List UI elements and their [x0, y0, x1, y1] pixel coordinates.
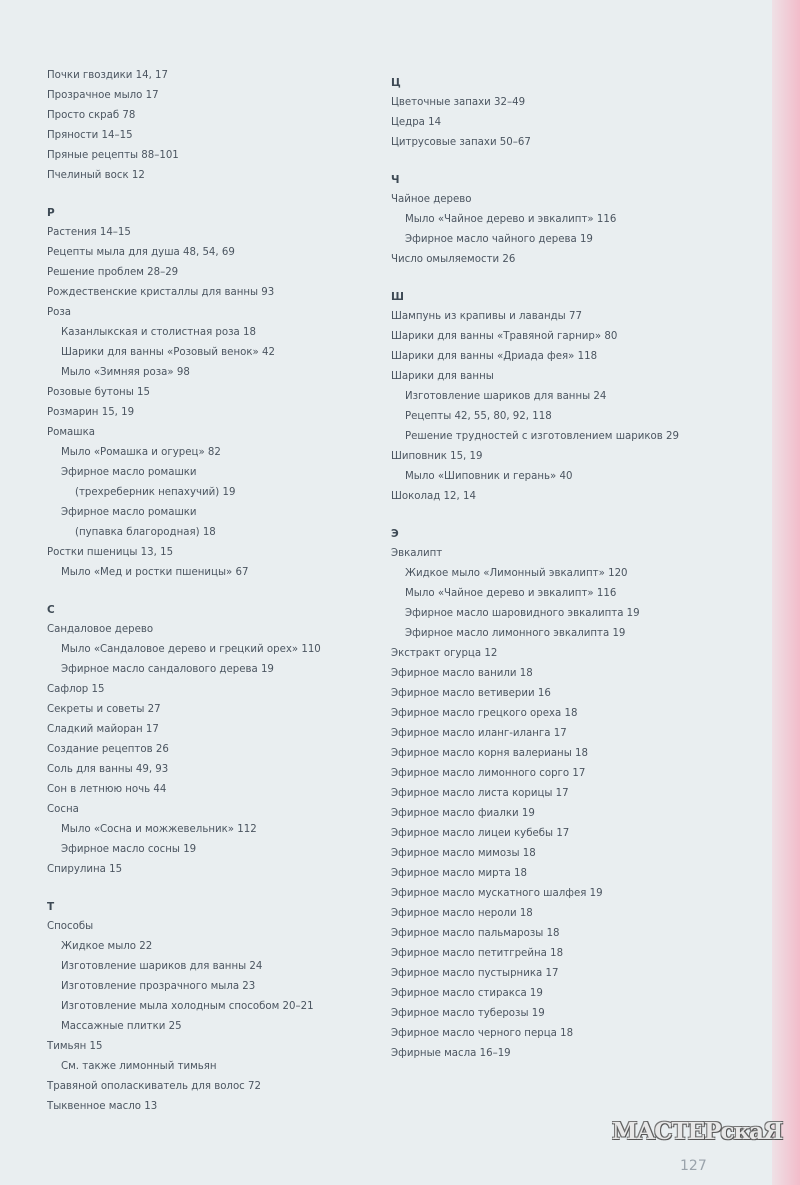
index-entry: Почки гвоздики 14, 17 [47, 70, 169, 81]
index-entry: Эфирное масло листа корицы 17 [391, 788, 569, 799]
index-entry: Сафлор 15 [47, 684, 105, 695]
index-subentry: Мыло «Мед и ростки пшеницы» 67 [61, 567, 249, 578]
index-subentry: Казанлыкская и столистная роза 18 [61, 327, 256, 338]
index-entry: Эфирное масло грецкого ореха 18 [391, 708, 578, 719]
section-gap [391, 270, 751, 280]
index-entry: Шампунь из крапивы и лаванды 77 [391, 311, 582, 322]
index-subentry: Эфирное масло сосны 19 [61, 844, 197, 855]
index-entry: Пряности 14–15 [47, 130, 133, 141]
index-letter-heading: С [47, 604, 55, 616]
index-entry: Розовые бутоны 15 [47, 387, 150, 398]
index-subentry: Изготовление прозрачного мыла 23 [61, 981, 256, 992]
index-subentry: Изготовление шариков для ванны 24 [405, 391, 607, 402]
index-entry: Эфирное масло корня валерианы 18 [391, 748, 588, 759]
index-entry: Пчелиный воск 12 [47, 170, 145, 181]
page-number: 127 [680, 1158, 707, 1174]
page-edge [772, 0, 800, 1185]
index-subentry: Мыло «Ромашка и огурец» 82 [61, 447, 221, 458]
index-subentry: Мыло «Зимняя роза» 98 [61, 367, 190, 378]
index-subentry: Мыло «Сандаловое дерево и грецкий орех» 110 [61, 644, 321, 655]
index-entry: Роза [47, 307, 72, 318]
index-subentry: Мыло «Сосна и можжевельник» 112 [61, 824, 257, 835]
section-gap [47, 186, 377, 196]
index-entry: Эфирное масло пальмарозы 18 [391, 928, 560, 939]
index-entry: Тыквенное масло 13 [47, 1101, 158, 1112]
index-entry: Эфирное масло лимонного сорго 17 [391, 768, 586, 779]
index-subentry: См. также лимонный тимьян [61, 1061, 217, 1072]
index-entry: Эфирное масло стиракса 19 [391, 988, 543, 999]
index-letter-heading: Ч [391, 174, 400, 186]
index-subentry: Эфирное масло сандалового дерева 19 [61, 664, 274, 675]
index-entry: Рождественские кристаллы для ванны 93 [47, 287, 275, 298]
index-entry: Цитрусовые запахи 50–67 [391, 137, 531, 148]
index-column-left [47, 66, 377, 1117]
index-subentry: Массажные плитки 25 [61, 1021, 182, 1032]
index-entry: Эфирное масло мирта 18 [391, 868, 527, 879]
index-entry: Растения 14–15 [47, 227, 131, 238]
index-subentry: (трехреберник непахучий) 19 [75, 487, 236, 498]
index-entry: Эфирное масло пустырника 17 [391, 968, 559, 979]
index-entry: Тимьян 15 [47, 1041, 103, 1052]
index-subentry: Жидкое мыло 22 [61, 941, 153, 952]
index-entry: Секреты и советы 27 [47, 704, 161, 715]
index-letter-heading: Ш [391, 291, 404, 303]
index-entry: Эфирное масло ветиверии 16 [391, 688, 551, 699]
index-entry: Эфирное масло лицеи кубебы 17 [391, 828, 570, 839]
index-subentry: (пупавка благородная) 18 [75, 527, 216, 538]
index-entry: Эфирные масла 16–19 [391, 1048, 511, 1059]
index-subentry: Мыло «Шиповник и герань» 40 [405, 471, 573, 482]
index-entry: Сосна [47, 804, 79, 815]
index-subentry: Решение трудностей с изготовлением шариков 29 [405, 431, 679, 442]
index-entry: Чайное дерево [391, 194, 472, 205]
index-subentry: Изготовление шариков для ванны 24 [61, 961, 263, 972]
index-entry: Розмарин 15, 19 [47, 407, 135, 418]
index-entry: Пряные рецепты 88–101 [47, 150, 179, 161]
index-entry: Способы [47, 921, 94, 932]
index-entry: Шиповник 15, 19 [391, 451, 483, 462]
index-subentry: Мыло «Чайное дерево и эвкалипт» 116 [405, 588, 617, 599]
index-entry: Прозрачное мыло 17 [47, 90, 159, 101]
index-letter-heading: Ц [391, 77, 401, 89]
index-subentry: Эфирное масло чайного дерева 19 [405, 234, 593, 245]
index-entry: Просто скраб 78 [47, 110, 136, 121]
index-subentry: Жидкое мыло «Лимонный эвкалипт» 120 [405, 568, 628, 579]
index-letter-heading: Т [47, 901, 55, 913]
index-subentry: Мыло «Чайное дерево и эвкалипт» 116 [405, 214, 617, 225]
index-entry: Эвкалипт [391, 548, 443, 559]
section-gap [47, 583, 377, 593]
index-entry: Рецепты мыла для душа 48, 54, 69 [47, 247, 235, 258]
index-subentry: Эфирное масло шаровидного эвкалипта 19 [405, 608, 640, 619]
index-subentry: Рецепты 42, 55, 80, 92, 118 [405, 411, 552, 422]
index-column-right [391, 66, 751, 1064]
index-entry: Ромашка [47, 427, 96, 438]
index-entry: Эфирное масло туберозы 19 [391, 1008, 545, 1019]
index-subentry: Шарики для ванны «Розовый венок» 42 [61, 347, 275, 358]
index-entry: Создание рецептов 26 [47, 744, 169, 755]
index-entry: Эфирное масло петитгрейна 18 [391, 948, 564, 959]
index-entry: Сон в летнюю ночь 44 [47, 784, 167, 795]
section-gap [47, 880, 377, 890]
index-subentry: Эфирное масло ромашки [61, 507, 197, 518]
section-gap [391, 153, 751, 163]
index-entry: Цедра 14 [391, 117, 442, 128]
index-entry: Число омыляемости 26 [391, 254, 516, 265]
index-entry: Соль для ванны 49, 93 [47, 764, 169, 775]
index-entry: Сладкий майоран 17 [47, 724, 159, 735]
index-entry: Цветочные запахи 32–49 [391, 97, 526, 108]
index-letter-heading: Э [391, 528, 399, 540]
index-entry: Эфирное масло иланг-иланга 17 [391, 728, 567, 739]
index-subentry: Эфирное масло лимонного эвкалипта 19 [405, 628, 626, 639]
index-entry: Шарики для ванны «Травяной гарнир» 80 [391, 331, 618, 342]
index-entry: Шоколад 12, 14 [391, 491, 476, 502]
index-subentry: Эфирное масло ромашки [61, 467, 197, 478]
index-entry: Эфирное масло мимозы 18 [391, 848, 536, 859]
index-entry: Эфирное масло мускатного шалфея 19 [391, 888, 603, 899]
index-subentry: Изготовление мыла холодным способом 20–21 [61, 1001, 314, 1012]
index-entry: Эфирное масло ванили 18 [391, 668, 533, 679]
index-entry: Эфирное масло черного перца 18 [391, 1028, 574, 1039]
index-entry: Решение проблем 28–29 [47, 267, 179, 278]
index-entry: Экстракт огурца 12 [391, 648, 498, 659]
index-entry: Травяной ополаскиватель для волос 72 [47, 1081, 261, 1092]
index-entry: Ростки пшеницы 13, 15 [47, 547, 174, 558]
index-entry: Шарики для ванны «Дриада фея» 118 [391, 351, 598, 362]
index-entry: Эфирное масло фиалки 19 [391, 808, 535, 819]
index-entry: Шарики для ванны [391, 371, 494, 382]
index-letter-heading: Р [47, 207, 55, 219]
index-entry: Эфирное масло нероли 18 [391, 908, 533, 919]
index-entry: Сандаловое дерево [47, 624, 154, 635]
section-gap [391, 507, 751, 517]
index-entry: Спирулина 15 [47, 864, 123, 875]
watermark-logo: МАСТЕРскаЯ [612, 1118, 783, 1145]
